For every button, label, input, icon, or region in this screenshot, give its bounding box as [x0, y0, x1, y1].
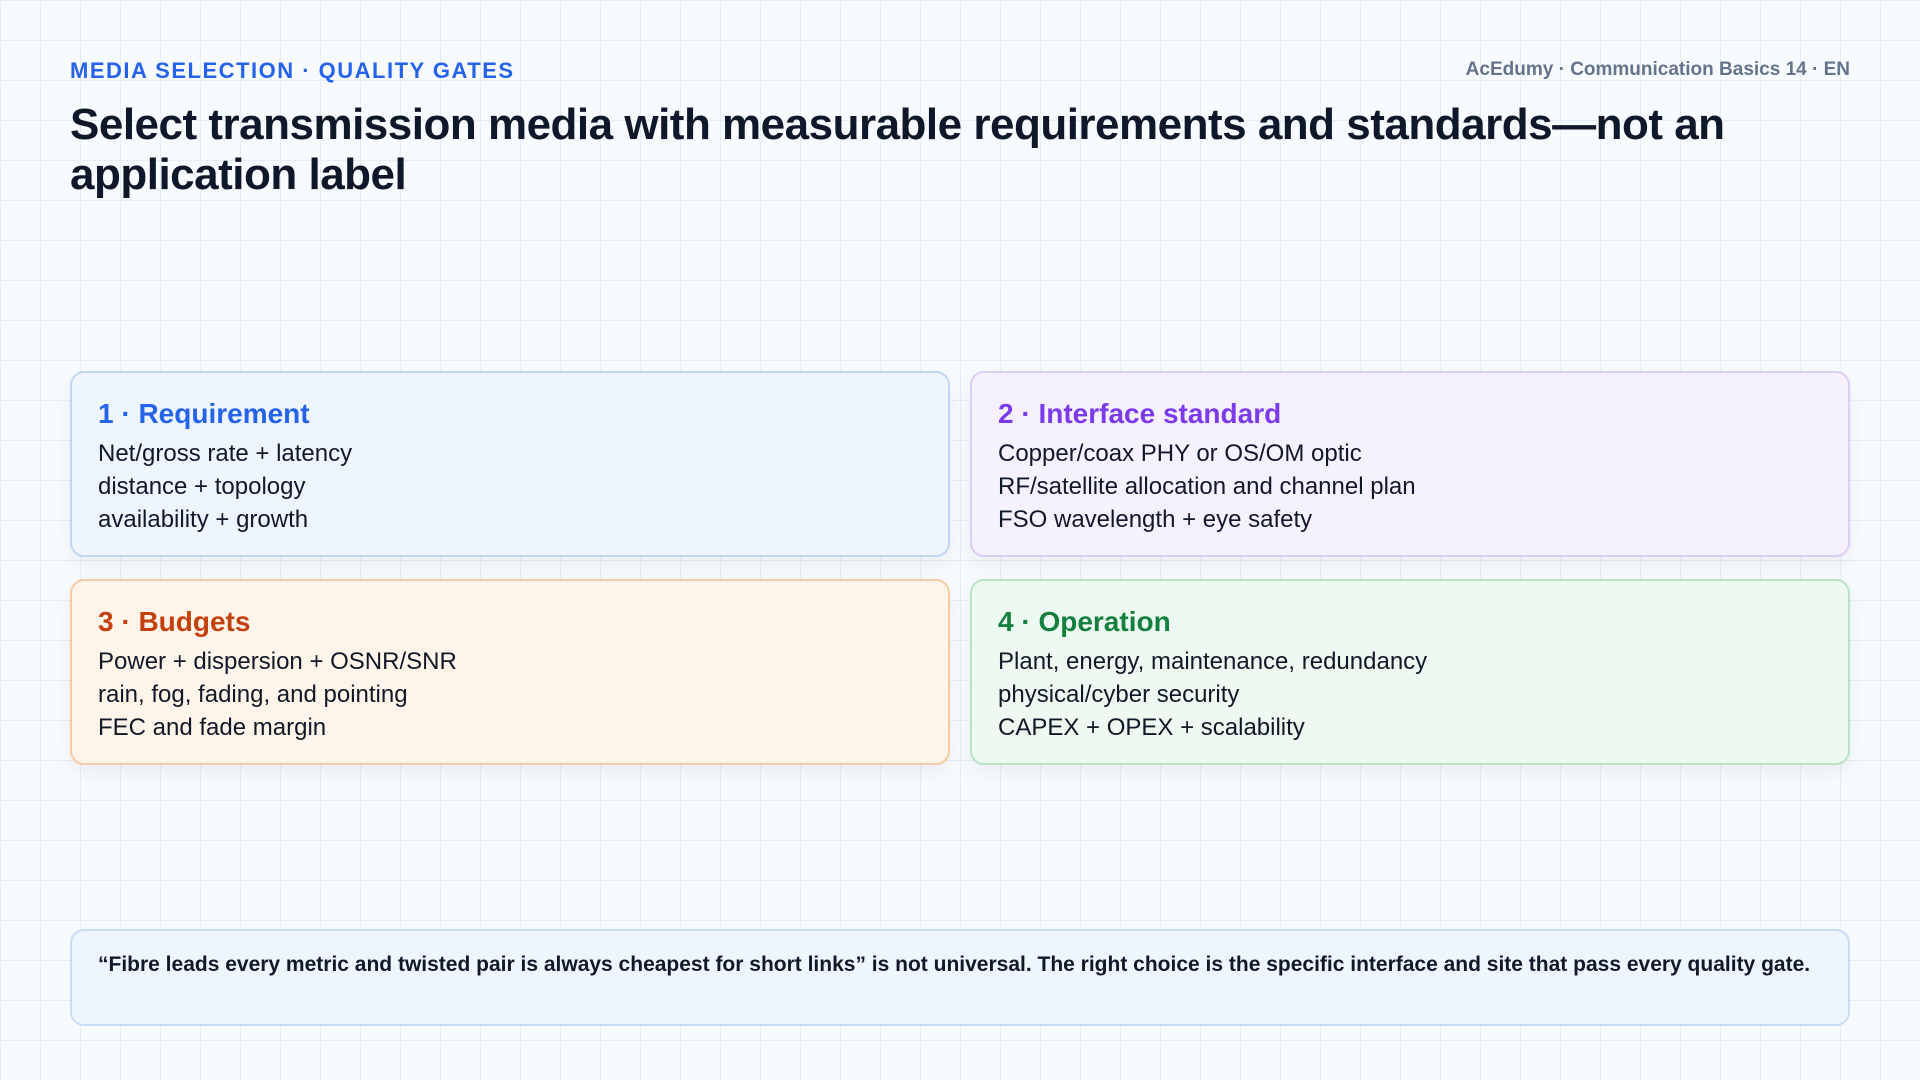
section-eyebrow: MEDIA SELECTION · QUALITY GATES	[70, 58, 515, 83]
card-line: CAPEX + OPEX + scalability	[998, 714, 1305, 741]
card-line: Power + dispersion + OSNR/SNR	[98, 648, 457, 675]
card-interface-standard	[970, 371, 1850, 557]
card-budgets	[70, 579, 950, 765]
card-title: 2 · Interface standard	[998, 398, 1282, 429]
page-title: Select transmission media with measurable requirements and standards—not an application label	[70, 100, 1725, 199]
takeaway-note: “Fibre leads every metric and twisted pair is always cheapest for short links” is not universal. The right choice is the specific interface and site that pass every quality gate.	[70, 929, 1850, 1026]
card-title: 3 · Budgets	[98, 606, 251, 637]
card-line: availability + growth	[98, 506, 309, 533]
card-line: physical/cyber security	[998, 681, 1240, 708]
card-line: distance + topology	[98, 473, 306, 500]
card-line: Copper/coax PHY or OS/OM optic	[998, 440, 1362, 467]
card-operation	[970, 579, 1850, 765]
card-requirement	[70, 371, 950, 557]
quality-gates-grid	[70, 371, 1850, 765]
card-line: FSO wavelength + eye safety	[998, 506, 1313, 533]
card-line: Net/gross rate + latency	[98, 440, 353, 467]
card-line: Plant, energy, maintenance, redundancy	[998, 648, 1428, 675]
course-label: AcEdumy · Communication Basics 14 · EN	[1465, 59, 1850, 80]
card-line: RF/satellite allocation and channel plan	[998, 473, 1416, 500]
card-line: FEC and fade margin	[98, 714, 327, 741]
card-title: 1 · Requirement	[98, 398, 310, 429]
card-title: 4 · Operation	[998, 606, 1171, 637]
card-line: rain, fog, fading, and pointing	[98, 681, 408, 708]
